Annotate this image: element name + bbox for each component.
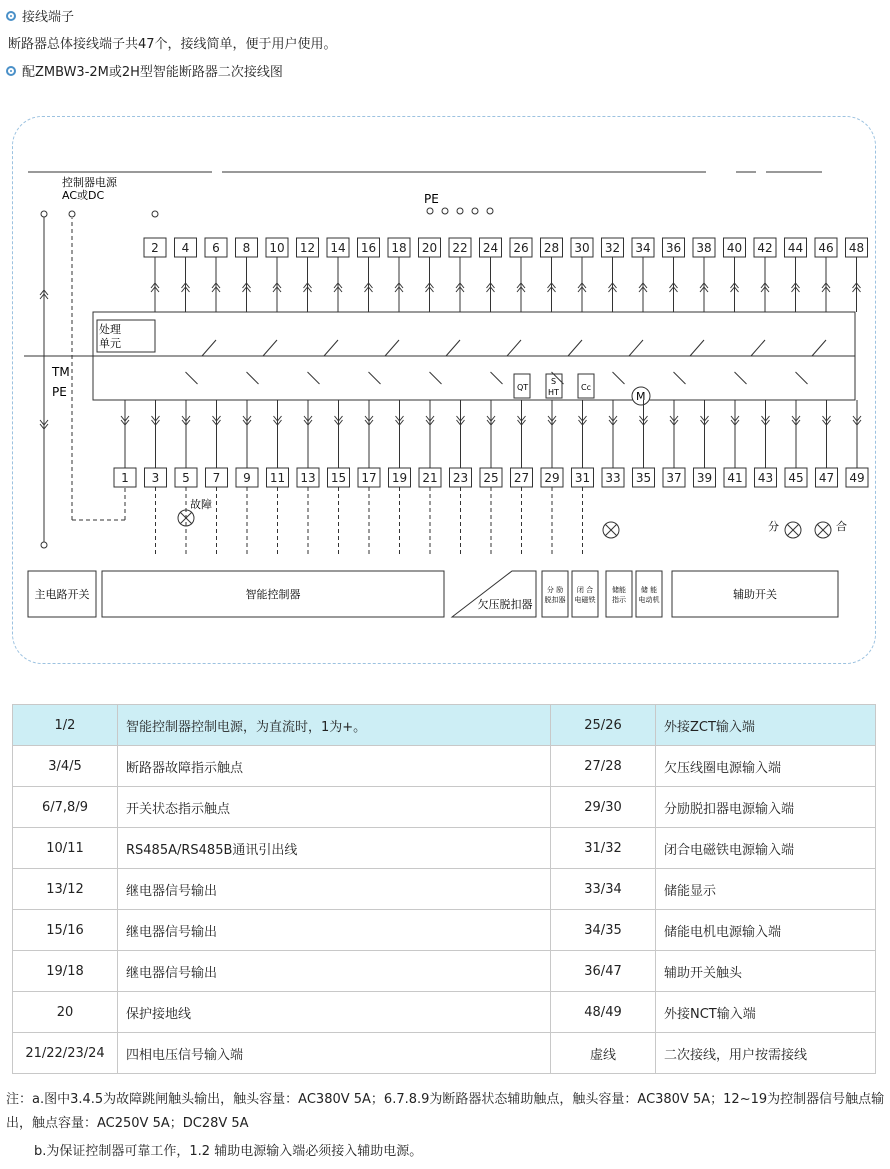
terminal-24 — [480, 238, 502, 257]
table-cell: 开关状态指示触点 — [118, 787, 551, 828]
terminal-label: 9 — [243, 471, 251, 485]
terminal-label: 35 — [635, 471, 652, 485]
table-cell: 辅助开关触头 — [656, 951, 876, 992]
terminal-label: 40 — [726, 241, 743, 255]
terminal-8 — [236, 238, 258, 257]
terminal-label: 25 — [483, 471, 499, 485]
table-row — [13, 910, 876, 951]
terminal-26 — [510, 238, 532, 257]
table-cell: 34/35 — [551, 910, 656, 951]
terminal-34 — [632, 238, 654, 257]
terminal-label: 46 — [818, 241, 834, 255]
terminal-label: 21 — [422, 471, 438, 485]
terminal-19 — [389, 468, 411, 487]
table-cell: 继电器信号输出 — [118, 910, 551, 951]
terminal-13 — [297, 468, 319, 487]
terminal-43 — [755, 468, 777, 487]
section-title-terminals: 接线端子 — [22, 10, 75, 25]
terminal-label: 2 — [151, 241, 159, 255]
terminal-7 — [206, 468, 228, 487]
table-cell: 29/30 — [551, 787, 656, 828]
terminal-36 — [663, 238, 685, 257]
terminal-38 — [693, 238, 715, 257]
power-label-2: AC或DC — [62, 189, 105, 202]
table-row — [13, 705, 876, 746]
table-cell: 闭合电磁铁电源输入端 — [656, 828, 876, 869]
intro-text: 断路器总体接线端子共47个，接线简单，便于用户使用。 — [8, 37, 337, 52]
terminal-label: 22 — [452, 241, 468, 255]
terminal-label: 12 — [299, 241, 316, 255]
table-cell: 外接ZCT输入端 — [656, 705, 876, 746]
table-cell: 6/7,8/9 — [13, 787, 118, 828]
ht-label: HT — [548, 388, 559, 397]
terminal-30 — [571, 238, 593, 257]
terminal-label: 24 — [482, 241, 499, 255]
note-b: b.为保证控制器可靠工作，1.2 辅助电源输入端必须接入辅助电源。 — [34, 1144, 423, 1159]
table-cell: 外接NCT输入端 — [656, 992, 876, 1033]
terminal-label: 37 — [666, 471, 682, 485]
table-cell: 断路器故障指示触点 — [118, 746, 551, 787]
terminal-label: 1 — [121, 471, 129, 485]
terminal-29 — [541, 468, 563, 487]
terminal-15 — [328, 468, 350, 487]
terminal-39 — [694, 468, 716, 487]
terminal-37 — [663, 468, 685, 487]
terminal-10 — [266, 238, 288, 257]
terminal-label: 6 — [212, 241, 220, 255]
close-label: 合 — [836, 520, 847, 533]
processing-unit-label-2: 单元 — [99, 337, 121, 350]
terminal-12 — [297, 238, 319, 257]
terminal-16 — [358, 238, 380, 257]
terminal-label: 5 — [182, 471, 190, 485]
terminal-21 — [419, 468, 441, 487]
terminal-label: 18 — [391, 241, 407, 255]
terminal-4 — [175, 238, 197, 257]
terminal-3 — [145, 468, 167, 487]
terminal-spec-table — [12, 704, 876, 1074]
table-cell: 10/11 — [13, 828, 118, 869]
terminal-label: 23 — [452, 471, 469, 485]
terminal-31 — [572, 468, 594, 487]
terminal-label: 30 — [574, 241, 590, 255]
terminal-49 — [846, 468, 868, 487]
box-aux-switch: 辅助开关 — [733, 588, 777, 601]
box-motor-1: 储 能 — [640, 586, 658, 594]
table-cell: 保护接地线 — [118, 992, 551, 1033]
box-indicator-1: 储能 — [612, 586, 626, 594]
terminal-label: 32 — [604, 241, 621, 255]
terminal-label: 4 — [181, 241, 190, 255]
table-cell: 继电器信号输出 — [118, 951, 551, 992]
table-cell: 33/34 — [551, 869, 656, 910]
terminal-label: 7 — [212, 471, 221, 485]
table-cell: 31/32 — [551, 828, 656, 869]
terminal-label: 28 — [543, 241, 560, 255]
box-main-switch: 主电路开关 — [34, 588, 90, 601]
terminal-18 — [388, 238, 410, 257]
open-label: 分 — [768, 520, 779, 533]
table-row — [13, 1033, 876, 1074]
fault-label: 故障 — [190, 498, 212, 511]
table-cell: 20 — [13, 992, 118, 1033]
terminal-label: 31 — [574, 471, 591, 485]
terminal-label: 27 — [513, 471, 530, 485]
pe-label-top: PE — [424, 192, 439, 206]
table-row — [13, 951, 876, 992]
terminal-label: 10 — [269, 241, 285, 255]
table-cell: 13/12 — [13, 869, 118, 910]
box-undervoltage: 欠压脱扣器 — [477, 598, 533, 611]
table-cell: 四相电压信号输入端 — [118, 1033, 551, 1074]
terminal-6 — [205, 238, 227, 257]
table-row — [13, 828, 876, 869]
table-cell: 3/4/5 — [13, 746, 118, 787]
table-cell: 虚线 — [551, 1033, 656, 1074]
power-label-1: 控制器电源 — [62, 176, 117, 189]
terminal-48 — [846, 238, 868, 257]
terminal-25 — [480, 468, 502, 487]
table-row — [13, 787, 876, 828]
terminal-33 — [602, 468, 624, 487]
terminal-46 — [815, 238, 837, 257]
cc-label: Cc — [581, 383, 591, 392]
pe-left-label: PE — [52, 385, 67, 399]
terminal-41 — [724, 468, 746, 487]
terminal-label: 48 — [848, 241, 865, 255]
table-cell: 36/47 — [551, 951, 656, 992]
terminal-label: 13 — [300, 471, 316, 485]
box-coil-2: 电磁铁 — [574, 596, 596, 604]
terminal-40 — [724, 238, 746, 257]
terminal-label: 49 — [849, 471, 865, 485]
terminal-label: 26 — [513, 241, 529, 255]
table-cell: 25/26 — [551, 705, 656, 746]
terminal-label: 34 — [635, 241, 651, 255]
tm-label: TM — [52, 365, 70, 379]
s-label: S — [551, 377, 557, 386]
table-cell: 15/16 — [13, 910, 118, 951]
box-coil-1: 闭 合 — [576, 586, 594, 594]
terminal-32 — [602, 238, 624, 257]
terminal-label: 8 — [242, 241, 251, 255]
table-cell: 储能电机电源输入端 — [656, 910, 876, 951]
terminal-9 — [236, 468, 258, 487]
section-title-wiring: 配ZMBW3-2M或2H型智能断路器二次接线图 — [22, 65, 283, 80]
terminal-label: 15 — [330, 471, 347, 485]
terminal-label: 36 — [665, 241, 682, 255]
terminal-label: 45 — [788, 471, 804, 485]
table-row — [13, 746, 876, 787]
table-cell: 分励脱扣器电源输入端 — [656, 787, 876, 828]
table-cell: 1/2 — [13, 705, 118, 746]
terminal-28 — [541, 238, 563, 257]
terminal-14 — [327, 238, 349, 257]
terminal-label: 38 — [696, 241, 712, 255]
terminal-label: 43 — [757, 471, 774, 485]
terminal-label: 3 — [151, 471, 160, 485]
table-cell: 欠压线圈电源输入端 — [656, 746, 876, 787]
terminal-47 — [816, 468, 838, 487]
table-cell: 二次接线，用户按需接线 — [656, 1033, 876, 1074]
note-a: 注：a.图中3.4.5为故障跳闸触头输出，触头容量：AC380V 5A；6.7.8.9为断路器状态辅助触点，触头容量：AC380V 5A；12~19为控制器信号触点输出，触点容量：AC250V 5A；DC28V 5A — [6, 1092, 885, 1131]
qt-label: QT — [517, 383, 529, 392]
terminal-2 — [144, 238, 166, 257]
motor-label: M — [636, 390, 646, 403]
terminal-1 — [114, 468, 136, 487]
box-shunt-1: 分 励 — [546, 586, 564, 594]
table-cell: 19/18 — [13, 951, 118, 992]
terminal-17 — [358, 468, 380, 487]
table-cell: 储能显示 — [656, 869, 876, 910]
table-cell: RS485A/RS485B通讯引出线 — [118, 828, 551, 869]
terminal-label: 11 — [269, 471, 286, 485]
terminal-label: 29 — [544, 471, 560, 485]
terminal-label: 47 — [818, 471, 835, 485]
processing-unit-label-1: 处理 — [99, 323, 121, 336]
box-indicator-2: 指示 — [612, 596, 626, 604]
terminal-44 — [785, 238, 807, 257]
terminal-11 — [267, 468, 289, 487]
terminal-label: 41 — [727, 471, 743, 485]
table-cell: 27/28 — [551, 746, 656, 787]
table-cell: 继电器信号输出 — [118, 869, 551, 910]
terminal-label: 14 — [330, 241, 346, 255]
terminal-label: 16 — [360, 241, 377, 255]
box-motor-2: 电动机 — [638, 596, 660, 604]
terminal-label: 44 — [787, 241, 804, 255]
terminal-label: 33 — [605, 471, 621, 485]
terminal-45 — [785, 468, 807, 487]
terminal-label: 42 — [757, 241, 773, 255]
terminal-27 — [511, 468, 533, 487]
terminal-42 — [754, 238, 776, 257]
terminal-label: 20 — [421, 241, 438, 255]
terminal-label: 39 — [696, 471, 713, 485]
table-cell: 48/49 — [551, 992, 656, 1033]
terminal-22 — [449, 238, 471, 257]
terminal-23 — [450, 468, 472, 487]
table-cell: 智能控制器控制电源，为直流时，1为+。 — [118, 705, 551, 746]
terminal-label: 17 — [361, 471, 377, 485]
table-cell: 21/22/23/24 — [13, 1033, 118, 1074]
terminal-5 — [175, 468, 197, 487]
box-controller: 智能控制器 — [245, 588, 301, 601]
box-shunt-2: 脱扣器 — [544, 596, 566, 604]
terminal-35 — [633, 468, 655, 487]
table-row — [13, 869, 876, 910]
terminal-20 — [419, 238, 441, 257]
terminal-label: 19 — [391, 471, 408, 485]
table-row — [13, 992, 876, 1033]
